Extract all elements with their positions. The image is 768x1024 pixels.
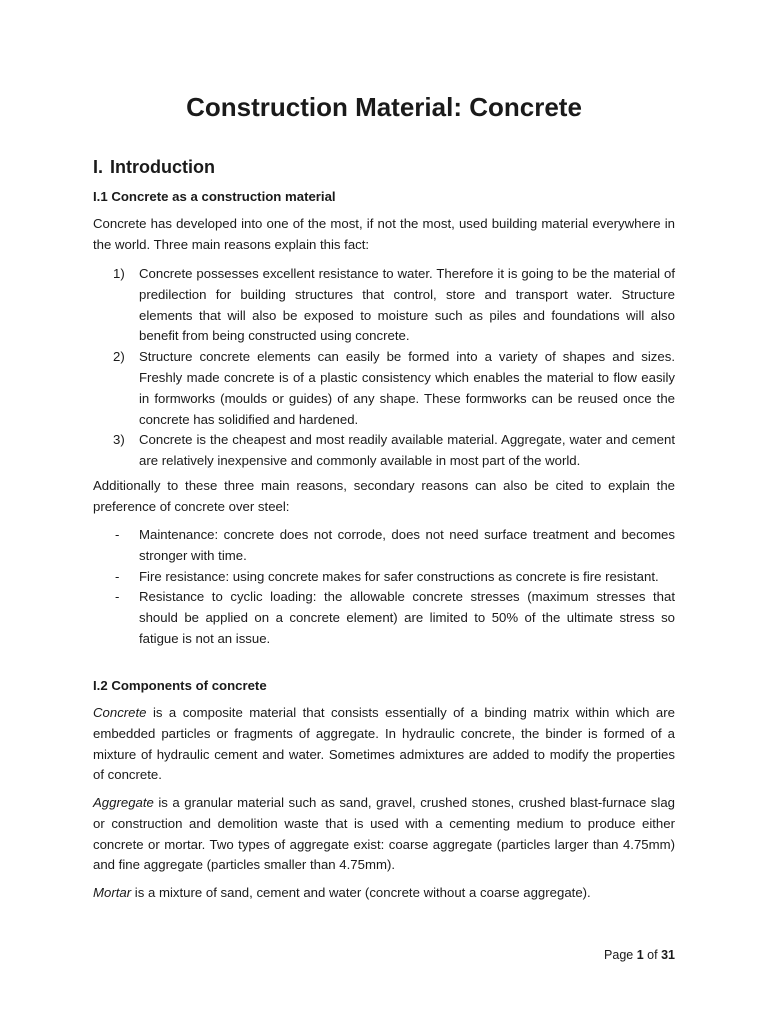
- term-concrete: Concrete: [93, 705, 147, 720]
- section-title: Introduction: [110, 157, 215, 177]
- reasons-list: [93, 264, 675, 472]
- secondary-reasons-list: [93, 525, 675, 650]
- list-marker: -: [115, 589, 120, 605]
- secondary-intro-text: Additionally to these three main reasons, secondary reasons can also be cited to explain the preference of concrete over steel:: [93, 478, 675, 514]
- list-marker: -: [115, 527, 120, 542]
- document-title: Construction Material: Concrete: [186, 92, 582, 122]
- list-item: [93, 430, 675, 472]
- page-of-label: of: [647, 948, 658, 962]
- mortar-definition: [93, 883, 675, 904]
- page-label: Page: [604, 948, 634, 962]
- subsection-heading-2: [93, 677, 675, 695]
- list-item-text: Resistance to cyclic loading: the allowable concrete stresses (maximum stresses that should be applied on a concrete element) are limited to 50% of the ultimate stress so fatigue is not an issue.: [139, 589, 675, 646]
- section-number: I.: [93, 157, 104, 177]
- list-item-text: Concrete is the cheapest and most readily available material. Aggregate, water and cement are relatively inexpensive and commonly available in most part of the world.: [139, 432, 675, 469]
- mortar-definition-body: is a mixture of sand, cement and water (concrete without a coarse aggregate).: [131, 885, 591, 900]
- term-aggregate: Aggregate: [93, 795, 154, 810]
- list-marker: 2): [113, 349, 125, 365]
- list-item: [93, 587, 675, 649]
- concrete-definition-text: [93, 703, 675, 786]
- list-marker: -: [115, 568, 120, 584]
- list-marker: 3): [113, 432, 125, 448]
- list-item: [93, 525, 675, 567]
- list-item: [93, 264, 675, 347]
- subsection-heading-1: [93, 188, 675, 206]
- section-heading-introduction: [93, 154, 215, 180]
- page-current: 1: [636, 948, 644, 962]
- aggregate-definition-body: is a granular material such as sand, gravel, crushed stones, crushed blast-furnace slag or construction and demolition waste that is used with a cementing medium to produce either concrete or mortar. Two types of aggregate exist: coarse aggregate (particles larger than 4.75mm) and fine aggregate (particles smaller than 4.75mm).: [93, 795, 675, 873]
- list-item-text: Structure concrete elements can easily be formed into a variety of shapes and sizes. Freshly made concrete is of a plastic consistency which enables the material to flow easily in formworks (moulds or guides) of any shape. These formworks can be reused once the concrete has solidified and hardened.: [139, 349, 675, 427]
- aggregate-definition: [93, 793, 675, 876]
- concrete-definition-body: is a composite material that consists essentially of a binding matrix within which are embedded particles or fragments of aggregate. In hydraulic concrete, the binder is formed of a mixture of hydraulic cement and water. Sometimes admixtures are added to modify the properties of concrete.: [93, 705, 675, 783]
- intro-paragraph: [93, 214, 675, 256]
- concrete-definition: [93, 703, 675, 786]
- list-item: [93, 567, 675, 588]
- term-mortar: Mortar: [93, 885, 132, 900]
- intro-text: Concrete has developed into one of the most, if not the most, used building material everywhere in the world. Three main reasons explain this fact:: [93, 216, 675, 252]
- list-item-text: Concrete possesses excellent resistance to water. Therefore it is going to be the material of predilection for building structures that control, store and transport water. Structure elements that will also be exposed to moisture such as piles and foundations will also benefit from being constructed using concrete.: [139, 266, 675, 344]
- list-item: [93, 347, 675, 430]
- page-footer: [604, 946, 675, 964]
- list-marker: 1): [113, 266, 125, 281]
- secondary-intro-paragraph: [93, 476, 675, 518]
- page-total: 31: [661, 948, 675, 962]
- mortar-definition-text: [93, 883, 675, 904]
- dash-list: [93, 525, 675, 650]
- list-item-text: Fire resistance: using concrete makes for safer constructions as concrete is fire resistant.: [139, 568, 659, 584]
- list-item-text: Maintenance: concrete does not corrode, does not need surface treatment and becomes stronger with time.: [139, 527, 675, 563]
- subsection-1-title: I.1 Concrete as a construction material: [93, 189, 336, 204]
- aggregate-definition-text: [93, 793, 675, 876]
- numbered-list: [93, 264, 675, 472]
- subsection-2-title: I.2 Components of concrete: [93, 678, 267, 693]
